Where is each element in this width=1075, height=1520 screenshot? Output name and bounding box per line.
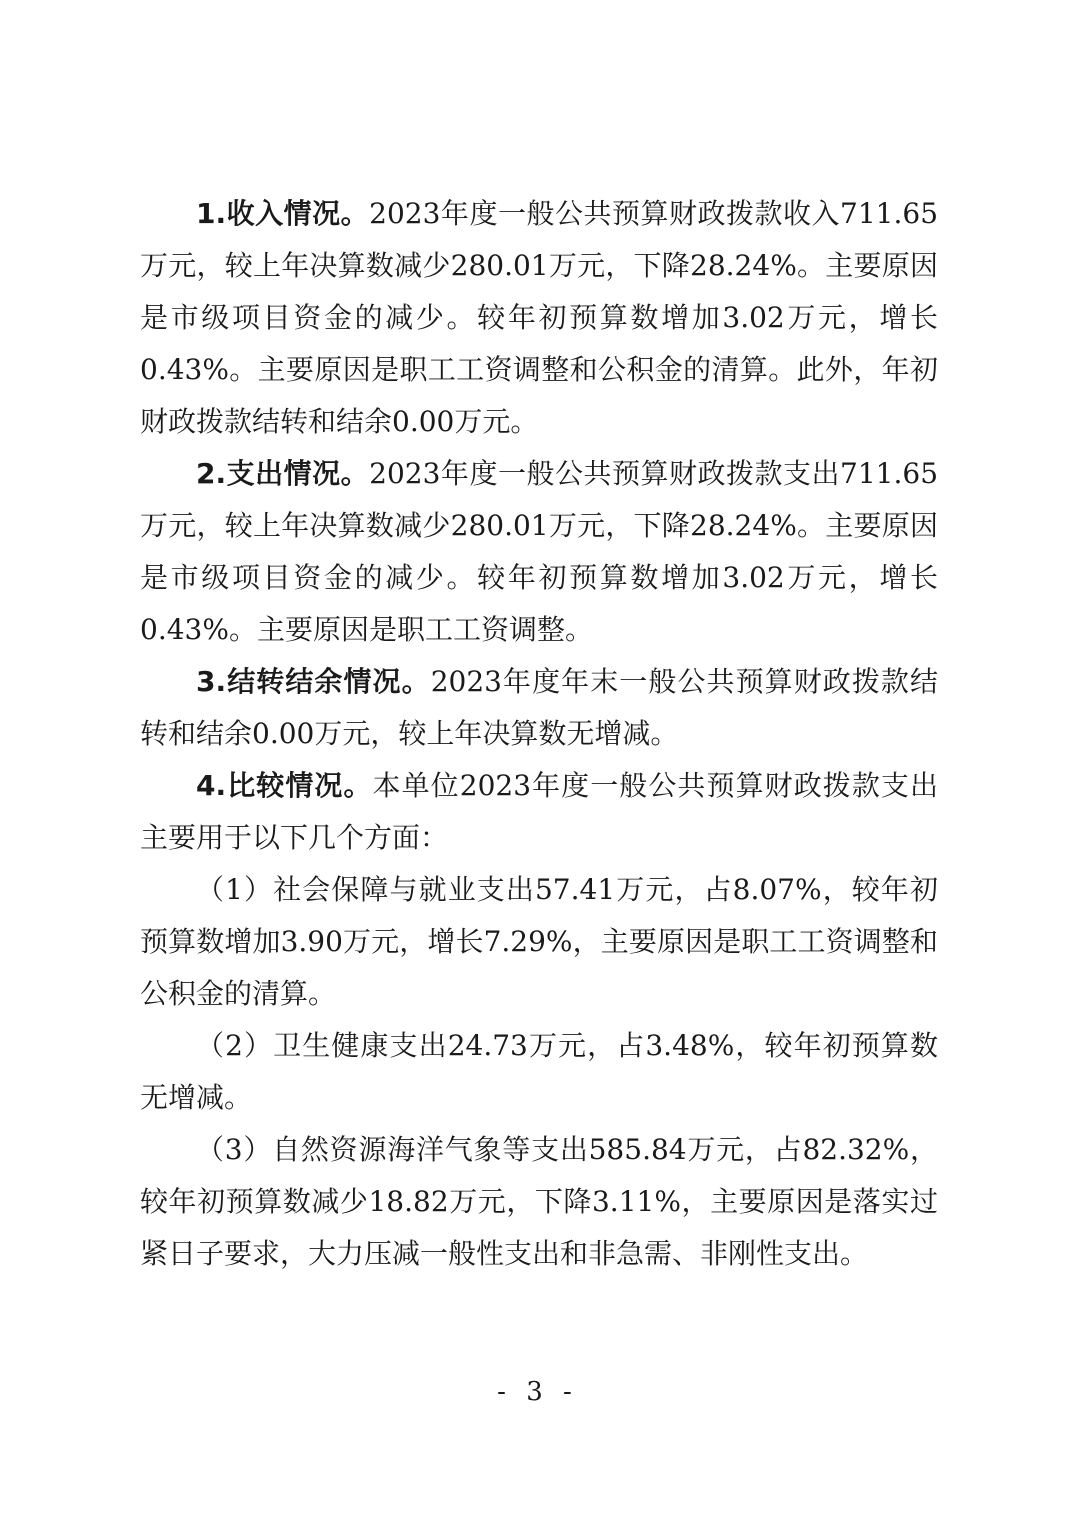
document-body <box>140 188 938 1280</box>
paragraph-expenditure-text: 2023年度一般公共预算财政拨款支出711.65万元，较上年决算数减少280.01万元，下降28.24%。主要原因是市级项目资金的减少。较年初预算数增加3.02万元，增长0.43%。主要原因是职工工资调整。 <box>140 457 939 646</box>
paragraph-expenditure <box>140 448 938 656</box>
paragraph-item-health-text: （2）卫生健康支出24.73万元，占3.48%，较年初预算数无增减。 <box>140 1029 938 1114</box>
heading-income: 1.收入情况。 <box>196 197 370 230</box>
page-number: - 3 - <box>497 1377 578 1407</box>
paragraph-comparison-text: 本单位2023年度一般公共预算财政拨款支出主要用于以下几个方面： <box>140 769 938 854</box>
heading-comparison: 4.比较情况。 <box>196 769 373 802</box>
paragraph-item-health <box>140 1020 938 1124</box>
heading-carryover: 3.结转结余情况。 <box>196 665 431 698</box>
paragraph-comparison <box>140 760 938 864</box>
paragraph-item-social-security <box>140 864 938 1020</box>
heading-expenditure: 2.支出情况。 <box>196 457 370 490</box>
paragraph-income <box>140 188 938 448</box>
paragraph-item-natural-resources-text: （3）自然资源海洋气象等支出585.84万元，占82.32%，较年初预算数减少18.82万元，下降3.11%，主要原因是落实过紧日子要求，大力压减一般性支出和非急需、非刚性支出。 <box>140 1133 938 1270</box>
paragraph-carryover <box>140 656 938 760</box>
paragraph-income-text: 2023年度一般公共预算财政拨款收入711.65万元，较上年决算数减少280.01万元，下降28.24%。主要原因是市级项目资金的减少。较年初预算数增加3.02万元，增长0.43%。主要原因是职工工资调整和公积金的清算。此外，年初财政拨款结转和结余0.00万元。 <box>140 197 939 438</box>
paragraph-item-social-security-text: （1）社会保障与就业支出57.41万元，占8.07%，较年初预算数增加3.90万元，增长7.29%，主要原因是职工工资调整和公积金的清算。 <box>140 873 938 1010</box>
paragraph-item-natural-resources <box>140 1124 938 1280</box>
paragraph-carryover-text: 2023年度年末一般公共预算财政拨款结转和结余0.00万元，较上年决算数无增减。 <box>140 665 938 750</box>
